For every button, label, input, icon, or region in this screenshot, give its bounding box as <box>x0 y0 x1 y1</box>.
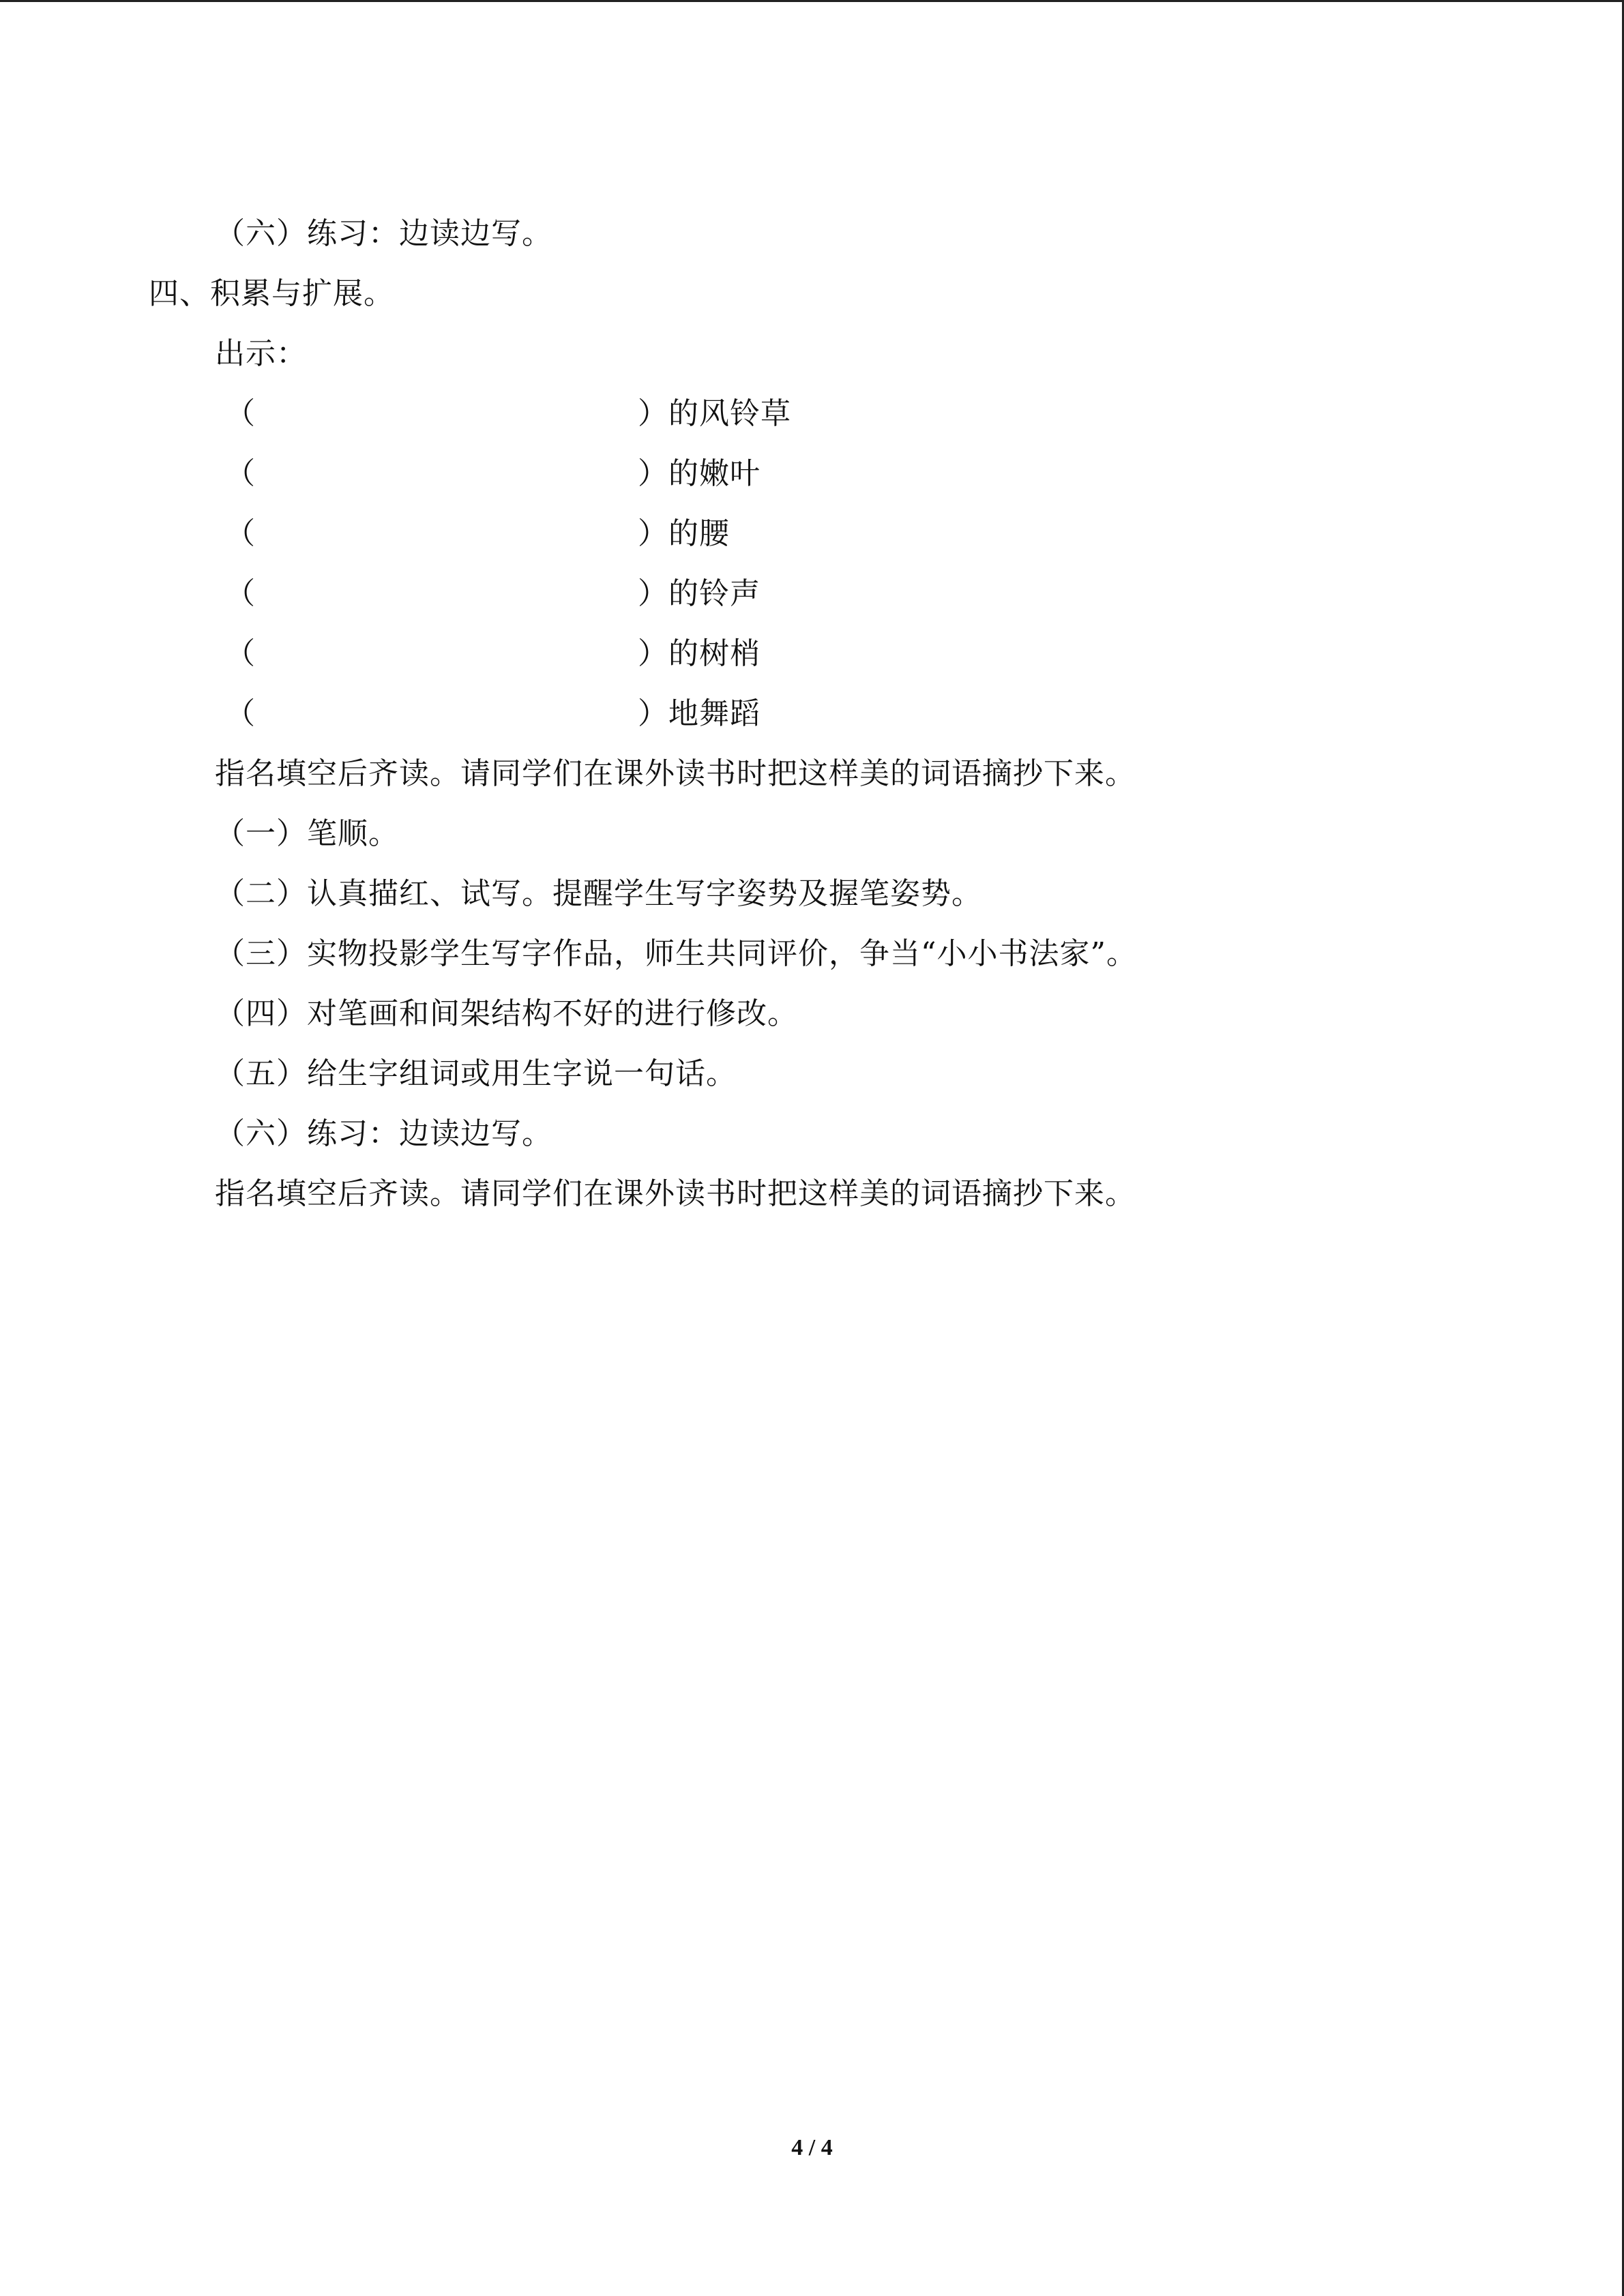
blank-open-paren: （ <box>225 636 255 671</box>
blank-suffix: ）的风铃草 <box>638 396 791 431</box>
blank-open-paren: （ <box>225 576 255 611</box>
read-note: 指名填空后齐读。请同学们在课外读书时把这样美的词语摘抄下来。 <box>215 756 1136 791</box>
blank-suffix: ）的嫩叶 <box>638 456 761 491</box>
blank-open-paren: （ <box>225 456 255 491</box>
step-item: （二）认真描红、试写。提醒学生写字姿势及握笔姿势。 <box>215 876 982 911</box>
blank-suffix: ）的腰 <box>638 516 730 551</box>
show-label: 出示： <box>215 336 307 371</box>
step-item: （六）练习：边读边写。 <box>215 1116 552 1151</box>
step-item: （三）实物投影学生写字作品，师生共同评价，争当“小小书法家”。 <box>215 936 1137 971</box>
blank-suffix: ）地舞蹈 <box>638 696 761 731</box>
step-item: （五）给生字组词或用生字说一句话。 <box>215 1056 737 1091</box>
practice-line: （六）练习：边读边写。 <box>215 216 552 251</box>
blank-open-paren: （ <box>225 396 255 431</box>
page-top-border <box>0 0 1624 2</box>
step-item: （一）笔顺。 <box>215 816 399 851</box>
section-heading-four: 四、积累与扩展。 <box>149 276 394 311</box>
blank-suffix: ）的树梢 <box>638 636 761 671</box>
page-number: 4 / 4 <box>791 2135 833 2160</box>
blank-open-paren: （ <box>225 696 255 731</box>
blank-open-paren: （ <box>225 516 255 551</box>
blank-suffix: ）的铃声 <box>638 576 761 611</box>
step-item: （四）对笔画和间架结构不好的进行修改。 <box>215 996 798 1031</box>
read-note: 指名填空后齐读。请同学们在课外读书时把这样美的词语摘抄下来。 <box>215 1176 1136 1211</box>
